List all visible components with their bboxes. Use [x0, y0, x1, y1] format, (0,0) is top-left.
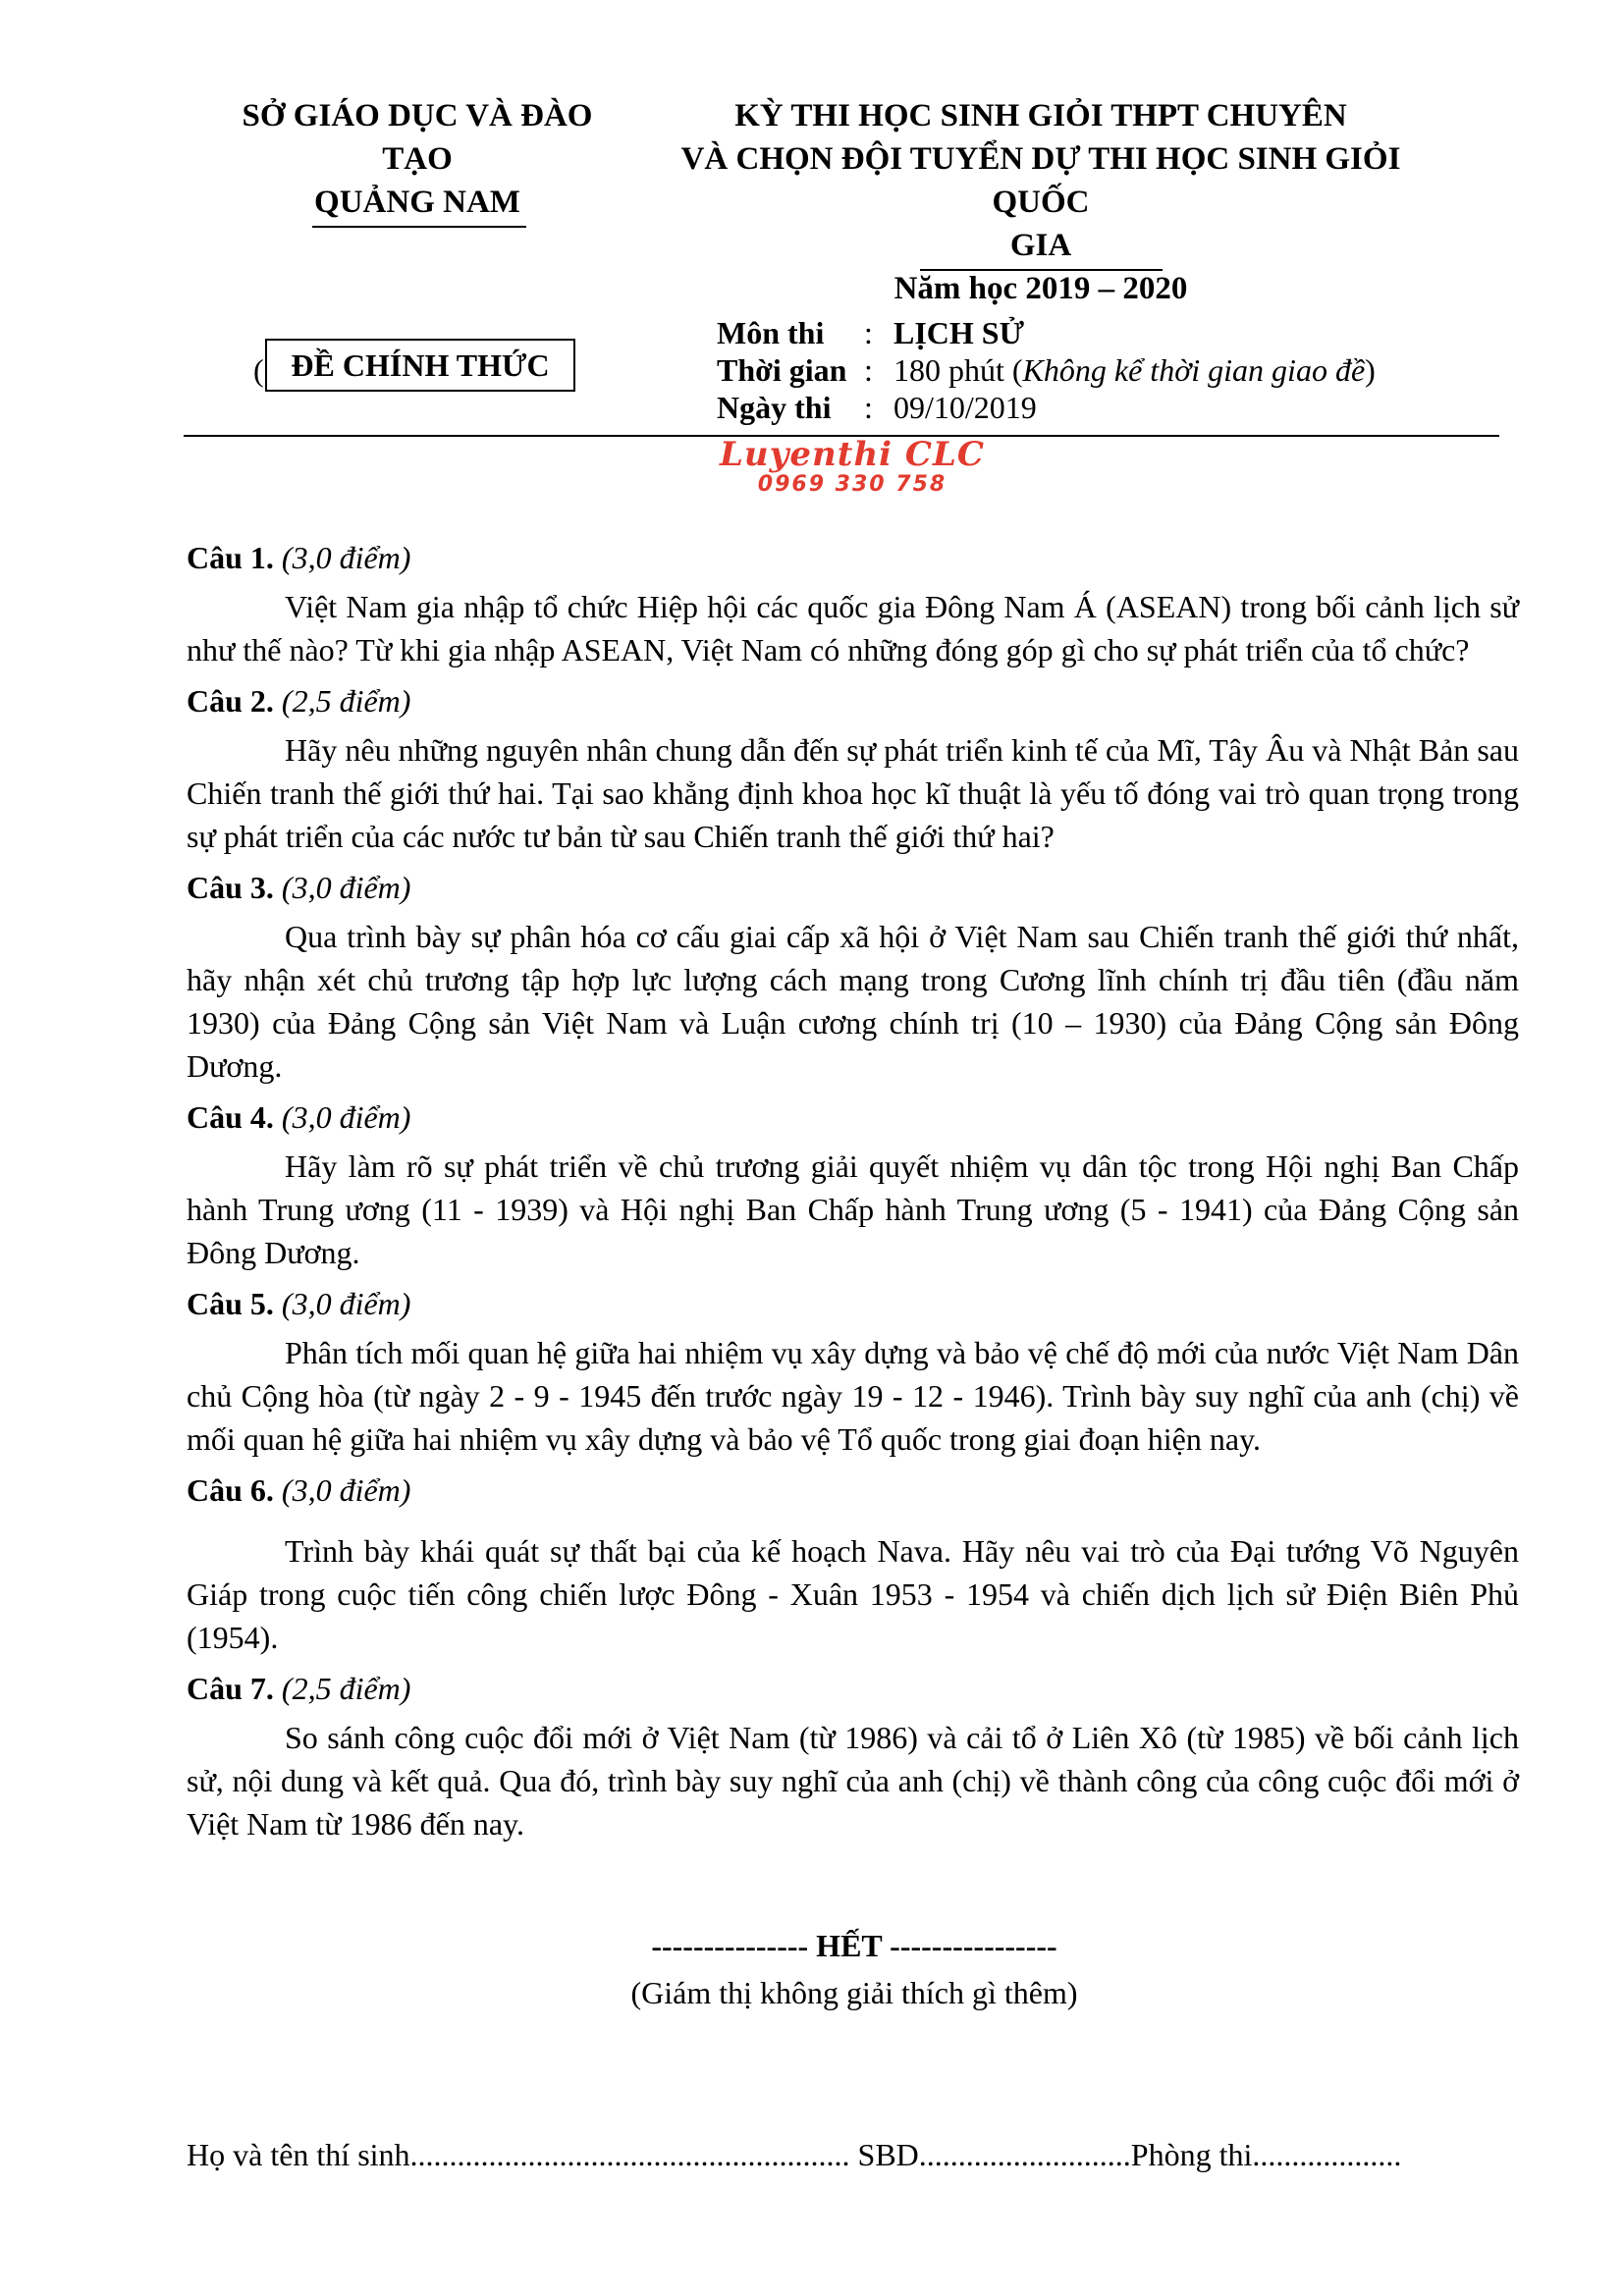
department-line-3: QUẢNG NAM — [314, 185, 520, 220]
question-text: Qua trình bày sự phân hóa cơ cấu giai cấp xã hội ở Việt Nam sau Chiến tranh thế giới thứ nhất, hãy nhận xét chủ trương tập hợp lực lượng cách mạng trong Cương lĩnh chính trị đầu tiên (đầu năm 1930) của Đảng Cộng sản Việt Nam và Luận cương chính trị (10 – 1930) của Đảng Cộng sản Đông Dương. — [187, 919, 1519, 1084]
question-number: Câu 1. — [187, 540, 274, 575]
official-exam-badge: ĐỀ CHÍNH THỨC — [265, 339, 575, 392]
question-number: Câu 6. — [187, 1472, 274, 1508]
question-text: Hãy làm rõ sự phát triển về chủ trương giải quyết nhiệm vụ dân tộc trong Hội nghị Ban Chấp hành Trung ương (11 - 1939) và Hội nghị Ban Chấp hành Trung ương (5 - 1941) của Đảng Cộng sản Đông Dương. — [187, 1148, 1519, 1270]
question-7 — [187, 1667, 1519, 1845]
question-text: Hãy nêu những nguyên nhân chung dẫn đến sự phát triển kinh tế của Mĩ, Tây Âu và Nhật Bản sau Chiến tranh thế giới thứ hai. Tại sao khẳng định khoa học kĩ thuật là yếu tố đóng vai trò quan trọng trong sự phát triển của các nước tư bản từ sau Chiến tranh thế giới thứ hai? — [187, 732, 1519, 854]
question-text: Phân tích mối quan hệ giữa hai nhiệm vụ xây dựng và bảo vệ chế độ mới của nước Việt Nam Dân chủ Cộng hòa (từ ngày 2 - 9 - 1945 đến trước ngày 19 - 12 - 1946). Trình bày suy nghĩ của anh (chị) về mối quan hệ giữa hai nhiệm vụ xây dựng và bảo vệ Tổ quốc trong giai đoạn hiện nay. — [187, 1335, 1519, 1457]
exam-title-line-1: KỲ THI HỌC SINH GIỎI THPT CHUYÊN — [734, 98, 1347, 133]
exam-title-header — [677, 94, 1404, 310]
question-6 — [187, 1468, 1519, 1659]
question-text: So sánh công cuộc đổi mới ở Việt Nam (từ 1986) và cải tổ ở Liên Xô (từ 1985) về bối cảnh lịch sử, nội dung và kết quả. Qua đó, trình bày suy nghĩ của anh (chị) về thành công của công cuộc đổi mới ở Việt Nam từ 1986 đến nay. — [187, 1720, 1519, 1842]
exam-title-line-3: GIA — [1009, 228, 1072, 263]
exam-info — [717, 314, 1376, 426]
question-points: (3,0 điểm) — [281, 540, 411, 575]
question-points: (3,0 điểm) — [281, 1472, 411, 1508]
school-year-underline — [920, 269, 1163, 271]
department-line-2: TẠO — [382, 141, 453, 177]
question-number: Câu 2. — [187, 683, 274, 719]
question-number: Câu 5. — [187, 1286, 274, 1321]
end-marker: --------------- HẾT ---------------- — [651, 1928, 1057, 1963]
time-value — [893, 351, 1376, 389]
school-year: Năm học 2019 – 2020 — [893, 271, 1188, 306]
question-number: Câu 3. — [187, 870, 274, 905]
question-5 — [187, 1282, 1519, 1461]
date-row — [717, 389, 1376, 426]
question-3 — [187, 866, 1519, 1088]
time-close: ) — [1365, 352, 1376, 388]
watermark — [695, 436, 1009, 505]
subject-row — [717, 314, 1376, 351]
time-colon: : — [864, 352, 873, 388]
question-2 — [187, 679, 1519, 858]
date-colon: : — [864, 390, 873, 425]
question-4 — [187, 1095, 1519, 1274]
question-number: Câu 4. — [187, 1099, 274, 1135]
question-points: (2,5 điểm) — [281, 1671, 411, 1706]
question-points: (3,0 điểm) — [281, 870, 411, 905]
question-text: Việt Nam gia nhập tổ chức Hiệp hội các quốc gia Đông Nam Á (ASEAN) trong bối cảnh lịch sử như thế nào? Từ khi gia nhập ASEAN, Việt Nam có những đóng góp gì cho sự phát triển của tổ chức? — [187, 589, 1519, 667]
question-1 — [187, 536, 1519, 671]
candidate-info-line: Họ và tên thí sinh........................................................ SBD...........................Phòng thi................... — [187, 2137, 1402, 2172]
question-points: (3,0 điểm) — [281, 1099, 411, 1135]
watermark-title: Luyenthi CLC — [720, 435, 985, 474]
question-text: Trình bày khái quát sự thất bại của kế hoạch Nava. Hãy nêu vai trò của Đại tướng Võ Nguyên Giáp trong cuộc tiến công chiến lược Đông - Xuân 1953 - 1954 và chiến dịch lịch sử Điện Biên Phủ (1954). — [187, 1533, 1519, 1655]
time-duration: 180 phút ( — [893, 352, 1023, 388]
department-line-1: SỞ GIÁO DỤC VÀ ĐÀO — [242, 98, 593, 133]
official-paren: ( — [253, 352, 264, 388]
department-underline — [312, 226, 526, 228]
time-row — [717, 351, 1376, 389]
subject-value: LỊCH SỬ — [893, 315, 1025, 350]
watermark-phone: 0969 330 758 — [757, 472, 947, 497]
subject-key: Môn thi — [717, 315, 825, 350]
proctor-note: (Giám thị không giải thích gì thêm) — [630, 1975, 1078, 2010]
question-list — [187, 536, 1519, 1853]
subject-colon: : — [864, 315, 873, 350]
exam-title-line-2: VÀ CHỌN ĐỘI TUYỂN DỰ THI HỌC SINH GIỎI QUỐC — [680, 141, 1401, 220]
question-number: Câu 7. — [187, 1671, 274, 1706]
date-value: 09/10/2019 — [893, 390, 1037, 425]
question-points: (3,0 điểm) — [281, 1286, 411, 1321]
department-header — [196, 94, 638, 224]
date-key: Ngày thi — [717, 390, 832, 425]
time-key: Thời gian — [717, 352, 847, 388]
question-points: (2,5 điểm) — [281, 683, 411, 719]
time-note: Không kể thời gian giao đề — [1022, 352, 1366, 388]
